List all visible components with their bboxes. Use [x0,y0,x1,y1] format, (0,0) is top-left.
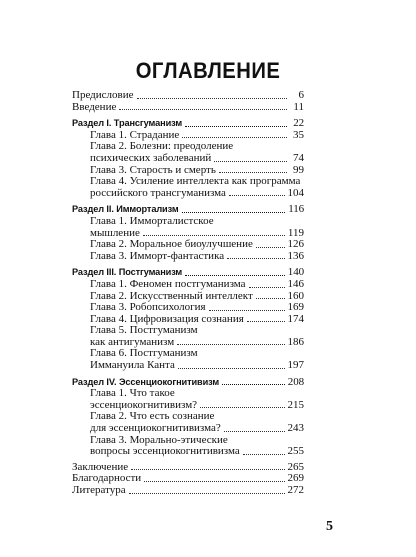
entry-label: Глава 3. Робопсихология [90,301,206,314]
toc-chapter[interactable] [72,279,304,291]
dot-leader [137,98,288,99]
page-number: 116 [288,203,304,216]
entry-label: Глава 3. Морально-этические [90,433,228,446]
toc-chapter[interactable] [72,176,304,199]
page-number: 11 [293,100,304,113]
entry-label: Глава 1. Имморталистское [90,214,214,227]
entry-label: Глава 1. Феномен постгуманизма [90,277,246,290]
dot-leader [249,287,285,288]
page-number: 197 [287,359,304,372]
page-number: 186 [287,335,304,348]
dot-leader [227,258,284,259]
toc-chapter[interactable] [72,239,304,251]
entry-label: Глава 5. Постгуманизм [90,324,198,337]
entry-label: Благодарности [72,472,142,485]
dot-leader [182,137,287,138]
toc-chapter[interactable] [72,251,304,263]
page-title: ОГЛАВЛЕНИЕ [135,58,281,83]
entry-label: Глава 2. Что есть сознание [90,410,215,423]
page-number: 119 [287,226,304,239]
page-number: 169 [287,301,304,314]
page-number: 255 [287,445,304,458]
entry-label-continued: Иммануила Канта [90,359,175,372]
entry-label-continued: для эссенциокогнитивизма? [90,422,221,435]
section-label: Раздел I. Трансгуманизм [72,118,183,129]
page-number: 146 [287,277,304,290]
page-number: 22 [293,117,304,130]
dot-leader [256,247,285,248]
dot-leader [243,454,285,455]
dot-leader [224,431,285,432]
dot-leader [178,368,285,369]
page-number: 272 [287,484,304,496]
entry-label: Глава 2. Моральное биоулучшение [90,238,253,251]
entry-label: Глава 4. Цифровизация сознания [90,312,244,325]
dot-leader [214,161,287,162]
page-number: 6 [298,89,304,101]
dot-leader [185,126,287,127]
dot-leader [209,310,285,311]
entry-label-continued: российского трансгуманизма [90,186,226,199]
dot-leader [131,469,284,470]
entry-label-continued: психических заболеваний [90,151,212,164]
toc-chapter[interactable] [72,325,304,348]
dot-leader [119,109,287,110]
entry-label: Глава 3. Старость и смерть [90,163,216,176]
dot-leader [143,235,285,236]
toc-chapter[interactable] [72,435,304,458]
entry-label-continued: эссенциокогнитивизм? [90,398,198,411]
entry-label-continued: вопросы эссенциокогнитивизма [90,445,240,458]
entry-label: Глава 6. Постгуманизм [90,347,198,360]
entry-label: Глава 1. Что такое [90,387,175,400]
toc-entry-references[interactable] [72,485,304,497]
page-number: 269 [287,472,304,485]
dot-leader [229,195,285,196]
toc-chapter[interactable] [72,302,304,314]
dot-leader [256,298,285,299]
page-number: 99 [293,163,304,176]
page-number: 215 [287,398,304,411]
page-folio-number: 5 [326,519,333,534]
section-label: Раздел II. Иммортализм [72,204,179,215]
dot-leader [200,407,284,408]
toc-chapter[interactable] [72,348,304,371]
page-number: 126 [287,238,304,251]
entry-label: Глава 4. Усиление интеллекта как программа [90,175,301,188]
dot-leader [247,321,285,322]
page-number: 208 [287,375,304,388]
toc-entry-introduction[interactable] [72,102,304,114]
toc-chapter[interactable] [72,411,304,434]
page-number: 35 [293,128,304,141]
dot-leader [185,275,285,276]
entry-label: Введение [72,100,117,113]
dot-leader [129,493,285,494]
toc-chapter[interactable] [72,141,304,164]
toc-entry-preface[interactable] [72,90,304,102]
page-number: 136 [287,249,304,262]
entry-label: Литература [72,484,126,496]
entry-label-continued: как антигуманизм [90,335,175,348]
page-number: 160 [287,289,304,302]
dot-leader [219,172,287,173]
section-label: Раздел III. Постгуманизм [72,267,183,278]
entry-label-continued: мышление [90,226,140,239]
dot-leader [177,344,284,345]
page-number: 265 [287,460,304,473]
entry-label: Глава 1. Страдание [90,128,180,141]
dot-leader [182,212,286,213]
entry-label: Глава 2. Искусственный интеллект [90,289,253,302]
section-label: Раздел IV. Эссенциокогнитивизм [72,376,220,387]
page-number: 74 [293,151,304,164]
page-number: 243 [287,422,304,435]
toc-chapter[interactable] [72,388,304,411]
dot-leader [222,384,285,385]
page-number: 104 [287,186,304,199]
dot-leader [144,481,284,482]
toc-chapter[interactable] [72,216,304,239]
entry-label: Заключение [72,460,129,473]
table-of-contents [72,90,304,497]
page-number: 140 [287,266,304,279]
entry-label: Предисловие [72,89,134,101]
entry-label: Глава 2. Болезни: преодоление [90,140,234,153]
page-number: 174 [287,312,304,325]
entry-label: Глава 3. Имморт-фантастика [90,249,225,262]
